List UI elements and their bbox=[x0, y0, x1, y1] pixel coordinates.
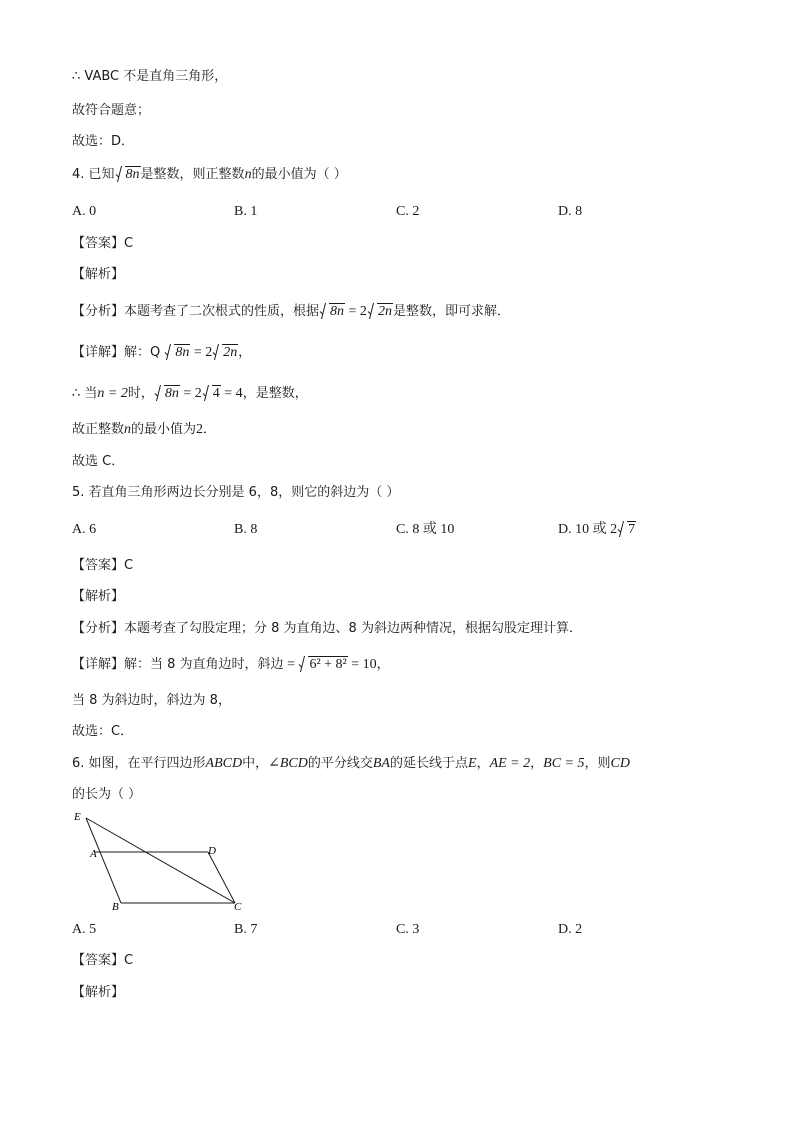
solution-line: ∴ 当n = 2时， 8n = 2 4 = 4，是整数， bbox=[72, 386, 308, 401]
text-line: 故符合题意； bbox=[72, 103, 151, 118]
question-5-stem: 5. 若直角三角形两边长分别是 6，8，则它的斜边为（ ） bbox=[72, 485, 400, 500]
xiangjie-line: 【详解】解：当 8 为直角边时，斜边 = 6² + 8² = 10， bbox=[72, 657, 390, 672]
answer-line: 【答案】C bbox=[72, 558, 134, 573]
question-4-stem: 4. 已知 8n是整数，则正整数n的最小值为（ ） bbox=[72, 167, 347, 182]
fenxi-line: 【分析】本题考查了二次根式的性质，根据 8n = 2 2n是整数，即可求解． bbox=[72, 304, 510, 319]
label-a: A bbox=[90, 848, 97, 860]
option-d: D. 8 bbox=[558, 204, 583, 219]
solution-line: 当 8 为斜边时，斜边为 8， bbox=[72, 693, 231, 708]
answer-line: 【答案】C bbox=[72, 236, 134, 251]
label-d: D bbox=[208, 845, 216, 857]
option-a: A. 0 bbox=[72, 204, 97, 219]
label-c: C bbox=[234, 901, 242, 913]
label-e: E bbox=[74, 811, 81, 823]
option-c: C. 2 bbox=[396, 204, 420, 219]
fenxi-line: 【分析】本题考查了勾股定理；分 8 为直角边、8 为斜边两种情况，根据勾股定理计算． bbox=[72, 621, 582, 636]
segment-eb bbox=[86, 818, 121, 903]
solution-line: 故选：C． bbox=[72, 724, 134, 739]
option-c: C. 8 或 10 bbox=[396, 522, 455, 537]
parallelogram-figure bbox=[72, 808, 252, 916]
xiangjie-line: 【详解】解：Q 8n = 2 2n， bbox=[72, 345, 252, 360]
option-a: A. 5 bbox=[72, 922, 97, 937]
solution-line: 故选 C． bbox=[72, 454, 125, 469]
text-line: 故选：D． bbox=[72, 134, 135, 149]
option-a: A. 6 bbox=[72, 522, 97, 537]
question-6-stem: 6. 如图，在平行四边形ABCD中，∠BCD的平分线交BA的延长线于点E，AE = 2，BC = 5，则CD bbox=[72, 756, 630, 771]
answer-line: 【答案】C bbox=[72, 953, 134, 968]
label-b: B bbox=[112, 901, 119, 913]
analysis-heading: 【解析】 bbox=[72, 985, 125, 1000]
analysis-heading: 【解析】 bbox=[72, 589, 125, 604]
option-d: D. 10 或 2 7 bbox=[558, 522, 636, 537]
option-b: B. 8 bbox=[234, 522, 258, 537]
text-line: ∴ VABC 不是直角三角形， bbox=[72, 69, 228, 84]
question-6-stem-cont: 的长为（ ） bbox=[72, 787, 142, 802]
analysis-heading: 【解析】 bbox=[72, 267, 125, 282]
solution-line: 故正整数n的最小值为2． bbox=[72, 422, 217, 437]
option-b: B. 1 bbox=[234, 204, 258, 219]
option-c: C. 3 bbox=[396, 922, 420, 937]
option-b: B. 7 bbox=[234, 922, 258, 937]
option-d: D. 2 bbox=[558, 922, 583, 937]
